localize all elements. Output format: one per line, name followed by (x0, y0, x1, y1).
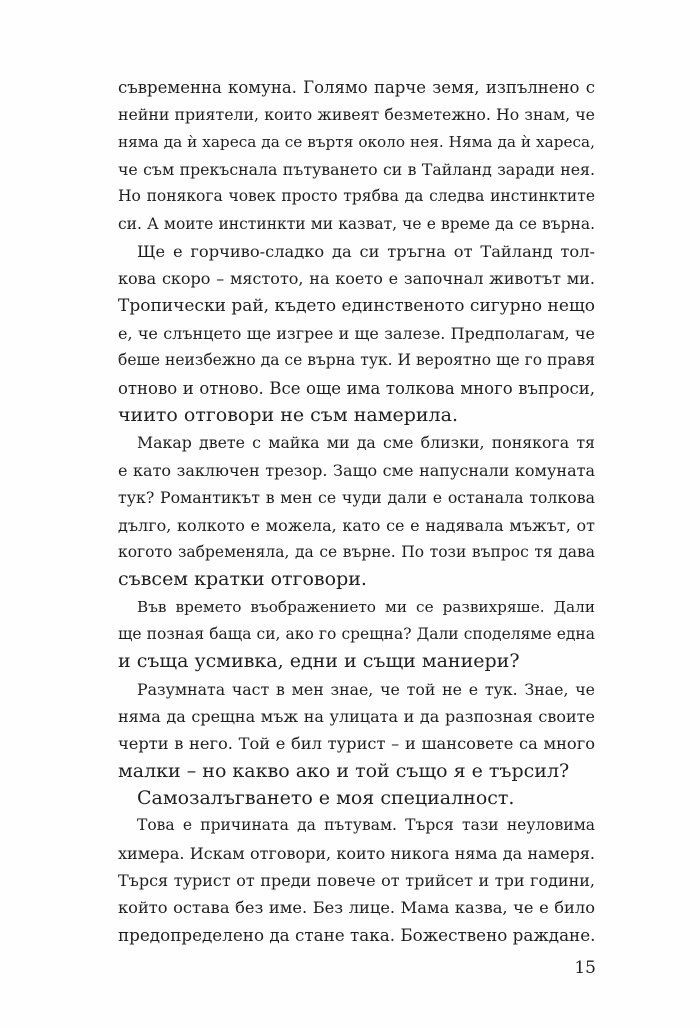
paragraph-3 (118, 429, 595, 593)
text-line: е като заключен трезор. Защо сме напуснали комуната (118, 460, 595, 480)
text-line: кова скоро – мястото, на което е започнал животът ми. (118, 269, 595, 289)
paragraph-7 (118, 812, 595, 949)
text-line: когото забременяла, да се върне. По този въпрос тя дава (118, 542, 595, 561)
paragraph-5 (118, 676, 595, 785)
text-line: Разумната част в мен знае, че той не е тук. Знае, че (137, 679, 595, 699)
paragraph-6 (118, 785, 595, 812)
text-line: че съм прекъснала пътуването си в Тайланд заради нея. (118, 160, 595, 180)
text-line: отново и отново. Все още има толкова много въпроси, (118, 378, 595, 398)
text-line: и съща усмивка, едни и същи маниери? (118, 650, 520, 673)
text-line: Тропически рай, където единственото сигурно нещо (118, 295, 595, 316)
text-line: беше неизбежно да се върна тук. И вероятно ще го правя (118, 351, 595, 370)
text-line: химера. Искам отговори, които никога няма да намеря. (118, 843, 595, 863)
text-line: е, че слънцето ще изгрее и ще залезе. Предполагам, че (118, 324, 595, 344)
text-line: нейни приятели, които живеят безметежно. Но знам, че (118, 105, 595, 125)
text-line: предопределено да стане така. Божествено раждане. (118, 924, 596, 945)
text-line: черти в него. Той е бил турист – и шансовете са много (118, 734, 595, 754)
text-line: ще позная баща си, ако го срещна? Дали споделяме една (118, 624, 595, 643)
paragraph-4 (118, 594, 595, 676)
text-line: Макар двете с майка ми да сме близки, понякога тя (137, 433, 595, 453)
text-line: Търся турист от преди повече от трийсет и три години, (118, 870, 595, 890)
paragraph-2 (118, 238, 595, 429)
text-line: Ще е горчиво-сладко да си тръгна от Тайланд тол- (137, 242, 595, 262)
text-line: чиито отговори не съм намерила. (118, 404, 458, 427)
text-line: съвсем кратки отговори. (118, 568, 367, 591)
text-line: Във времето въображението ми се развихряше. Дали (137, 597, 595, 616)
text-line: който остава без име. Без лице. Мама казва, че е било (118, 898, 595, 918)
page-number: 15 (574, 958, 596, 978)
text-line: няма да срещна мъж на улицата и да разпозная своите (118, 706, 595, 726)
text-line: няма да ѝ хареса да се въртя около нея. Няма да ѝ хареса, (118, 132, 595, 151)
paragraph-1 (118, 74, 595, 238)
body-text (118, 74, 595, 949)
text-line: Това е причината да пътувам. Търся тази неуловима (137, 816, 595, 835)
text-line: Самозалъгването е моя специалност. (137, 786, 515, 809)
text-line: си. А моите инстинкти ми казват, че е време да се върна. (118, 214, 595, 233)
text-line: малки – но какво ако и той също я е търсил? (118, 759, 570, 782)
text-line: Но понякога човек просто трябва да следва инстинктите (118, 187, 595, 206)
text-line: дълго, колкото е можела, като се е надявала мъжът, от (118, 515, 595, 535)
text-line: тук? Романтикът в мен се чуди дали е останала толкова (118, 488, 595, 508)
text-line: съвременна комуна. Голямо парче земя, изпълнено с (118, 78, 595, 97)
